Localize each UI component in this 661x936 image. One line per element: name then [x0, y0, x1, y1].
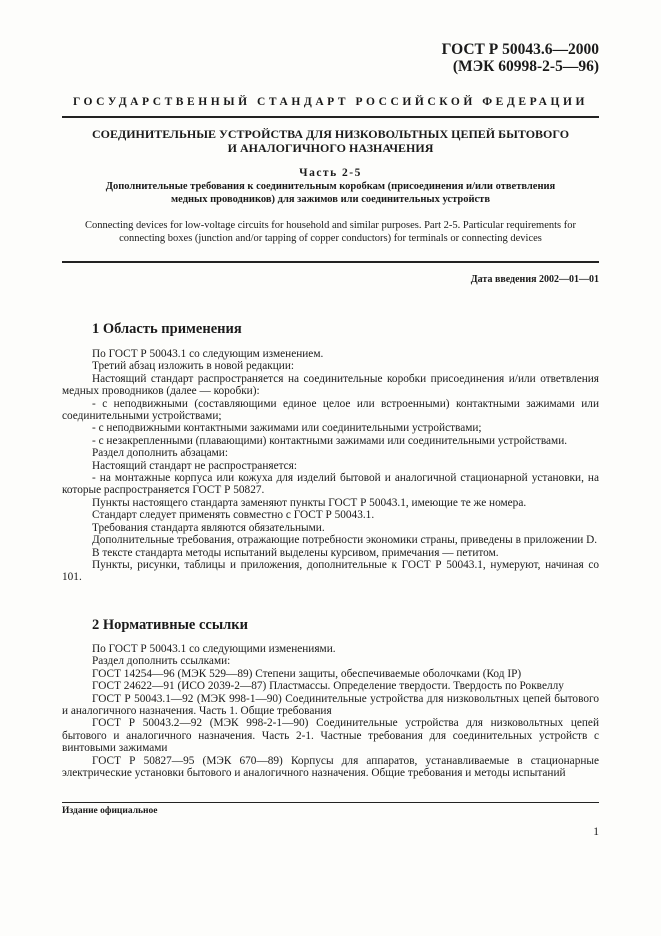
section1-paragraph: - с неподвижными контактными зажимами или соединительными устройствами; — [92, 422, 482, 435]
header-rule — [62, 116, 599, 118]
english-line1: Connecting devices for low-voltage circuits for household and similar purposes. Part 2-5. Particular requirements for — [84, 220, 577, 231]
subtitle-line2: медных проводников) для зажимов или соединительных устройств — [171, 194, 490, 205]
section1-paragraph: Настоящий стандарт не распространяется: — [92, 459, 298, 472]
title-rule — [62, 261, 599, 263]
section1-paragraph: - с незакрепленными (плавающими) контактными зажимами или соединительными устройствами. — [92, 434, 568, 447]
state-standard-heading: ГОСУДАРСТВЕННЫЙ СТАНДАРТ РОССИЙСКОЙ ФЕДЕРАЦИИ — [72, 96, 589, 108]
subtitle-line1: Дополнительные требования к соединительным коробкам (присоединения и/или ответвления — [105, 181, 556, 192]
section1-heading: 1 Область применения — [92, 321, 242, 337]
section1-paragraph: Требования стандарта являются обязательными. — [92, 521, 325, 534]
title-line2: И АНАЛОГИЧНОГО НАЗНАЧЕНИЯ — [227, 141, 434, 155]
section1-paragraph: Третий абзац изложить в новой редакции: — [92, 360, 295, 373]
section1-paragraph: По ГОСТ Р 50043.1 со следующим изменением. — [92, 348, 324, 360]
reference-entry: ГОСТ 14254—96 (МЭК 529—89) Степени защиты, обеспечиваемые оболочками (Код IP) — [92, 667, 522, 680]
document-subtitle — [62, 180, 599, 206]
section1-paragraph: - на монтажные корпуса или кожуха для изделий бытовой и аналогичной стационарной установки, на которые распространяется ГОСТ Р 50827. — [62, 472, 599, 497]
section2-body — [62, 643, 599, 779]
section1-paragraph: Пункты, рисунки, таблицы и приложения, дополнительные к ГОСТ Р 50043.1, нумеруют, начиная со 101. — [62, 558, 599, 584]
footer-rule — [62, 802, 599, 803]
standard-code-line1: ГОСТ Р 50043.6—2000 — [441, 41, 599, 58]
english-line2: connecting boxes (junction and/or tapping of copper conductors) for terminals or connecting devices — [119, 233, 542, 244]
section1-paragraph: Настоящий стандарт распространяется на соединительные коробки присоединения и/или ответвления медных проводников (далее — коробки): — [62, 372, 599, 398]
section1-paragraph: Раздел дополнить абзацами: — [92, 447, 228, 460]
section1-paragraph: В тексте стандарта методы испытаний выделены курсивом, примечания — петитом. — [92, 546, 499, 559]
section2-paragraph: Раздел дополнить ссылками: — [92, 655, 231, 668]
document-title — [62, 127, 599, 155]
section1-body — [62, 348, 599, 584]
title-line1: СОЕДИНИТЕЛЬНЫЕ УСТРОЙСТВА ДЛЯ НИЗКОВОЛЬТНЫХ ЦЕПЕЙ БЫТОВОГО — [91, 127, 570, 141]
section2-heading: 2 Нормативные ссылки — [92, 617, 248, 633]
reference-entry: ГОСТ Р 50043.1—92 (МЭК 998-1—90) Соединительные устройства для низковольтных цепей бытового и аналогичного назначения. Часть 1. Общие требования — [62, 692, 599, 718]
reference-entry: ГОСТ Р 50827—95 (МЭК 670—89) Корпусы для аппаратов, устанавливаемые в стационарные электрические установки бытового и аналогичного назначения. Общие требования и методы испытаний — [62, 754, 599, 780]
page-number: 1 — [593, 826, 599, 838]
english-title — [62, 219, 599, 245]
intro-date: Дата введения 2002—01—01 — [470, 274, 599, 285]
reference-entry: ГОСТ Р 50043.2—92 (МЭК 998-2-1—90) Соединительные устройства для низковольтных цепей бытового и аналогичного назначения. Часть 2-1. Частные требования для соединительных устройств с винтовыми зажимами — [62, 717, 599, 755]
section1-paragraph: - с неподвижными (составляющими единое целое или встроенными) контактными зажимами или соединительными устройствами; — [62, 397, 599, 423]
part-label: Часть 2-5 — [299, 167, 362, 179]
section2-paragraph: По ГОСТ Р 50043.1 со следующими изменениями. — [92, 643, 336, 655]
standard-code-line2: (МЭК 60998-2-5—96) — [452, 58, 599, 75]
section1-paragraph: Дополнительные требования, отражающие потребности экономики страны, приведены в приложении D. — [92, 534, 598, 547]
standard-code — [442, 41, 599, 75]
section1-paragraph: Пункты настоящего стандарта заменяют пункты ГОСТ Р 50043.1, имеющие те же номера. — [92, 496, 527, 509]
section1-paragraph: Стандарт следует применять совместно с ГОСТ Р 50043.1. — [92, 509, 375, 522]
official-edition-label: Издание официальное — [62, 806, 158, 816]
reference-entry: ГОСТ 24622—91 (ИСО 2039-2—87) Пластмассы. Определение твердости. Твердость по Роквеллу — [92, 680, 564, 693]
